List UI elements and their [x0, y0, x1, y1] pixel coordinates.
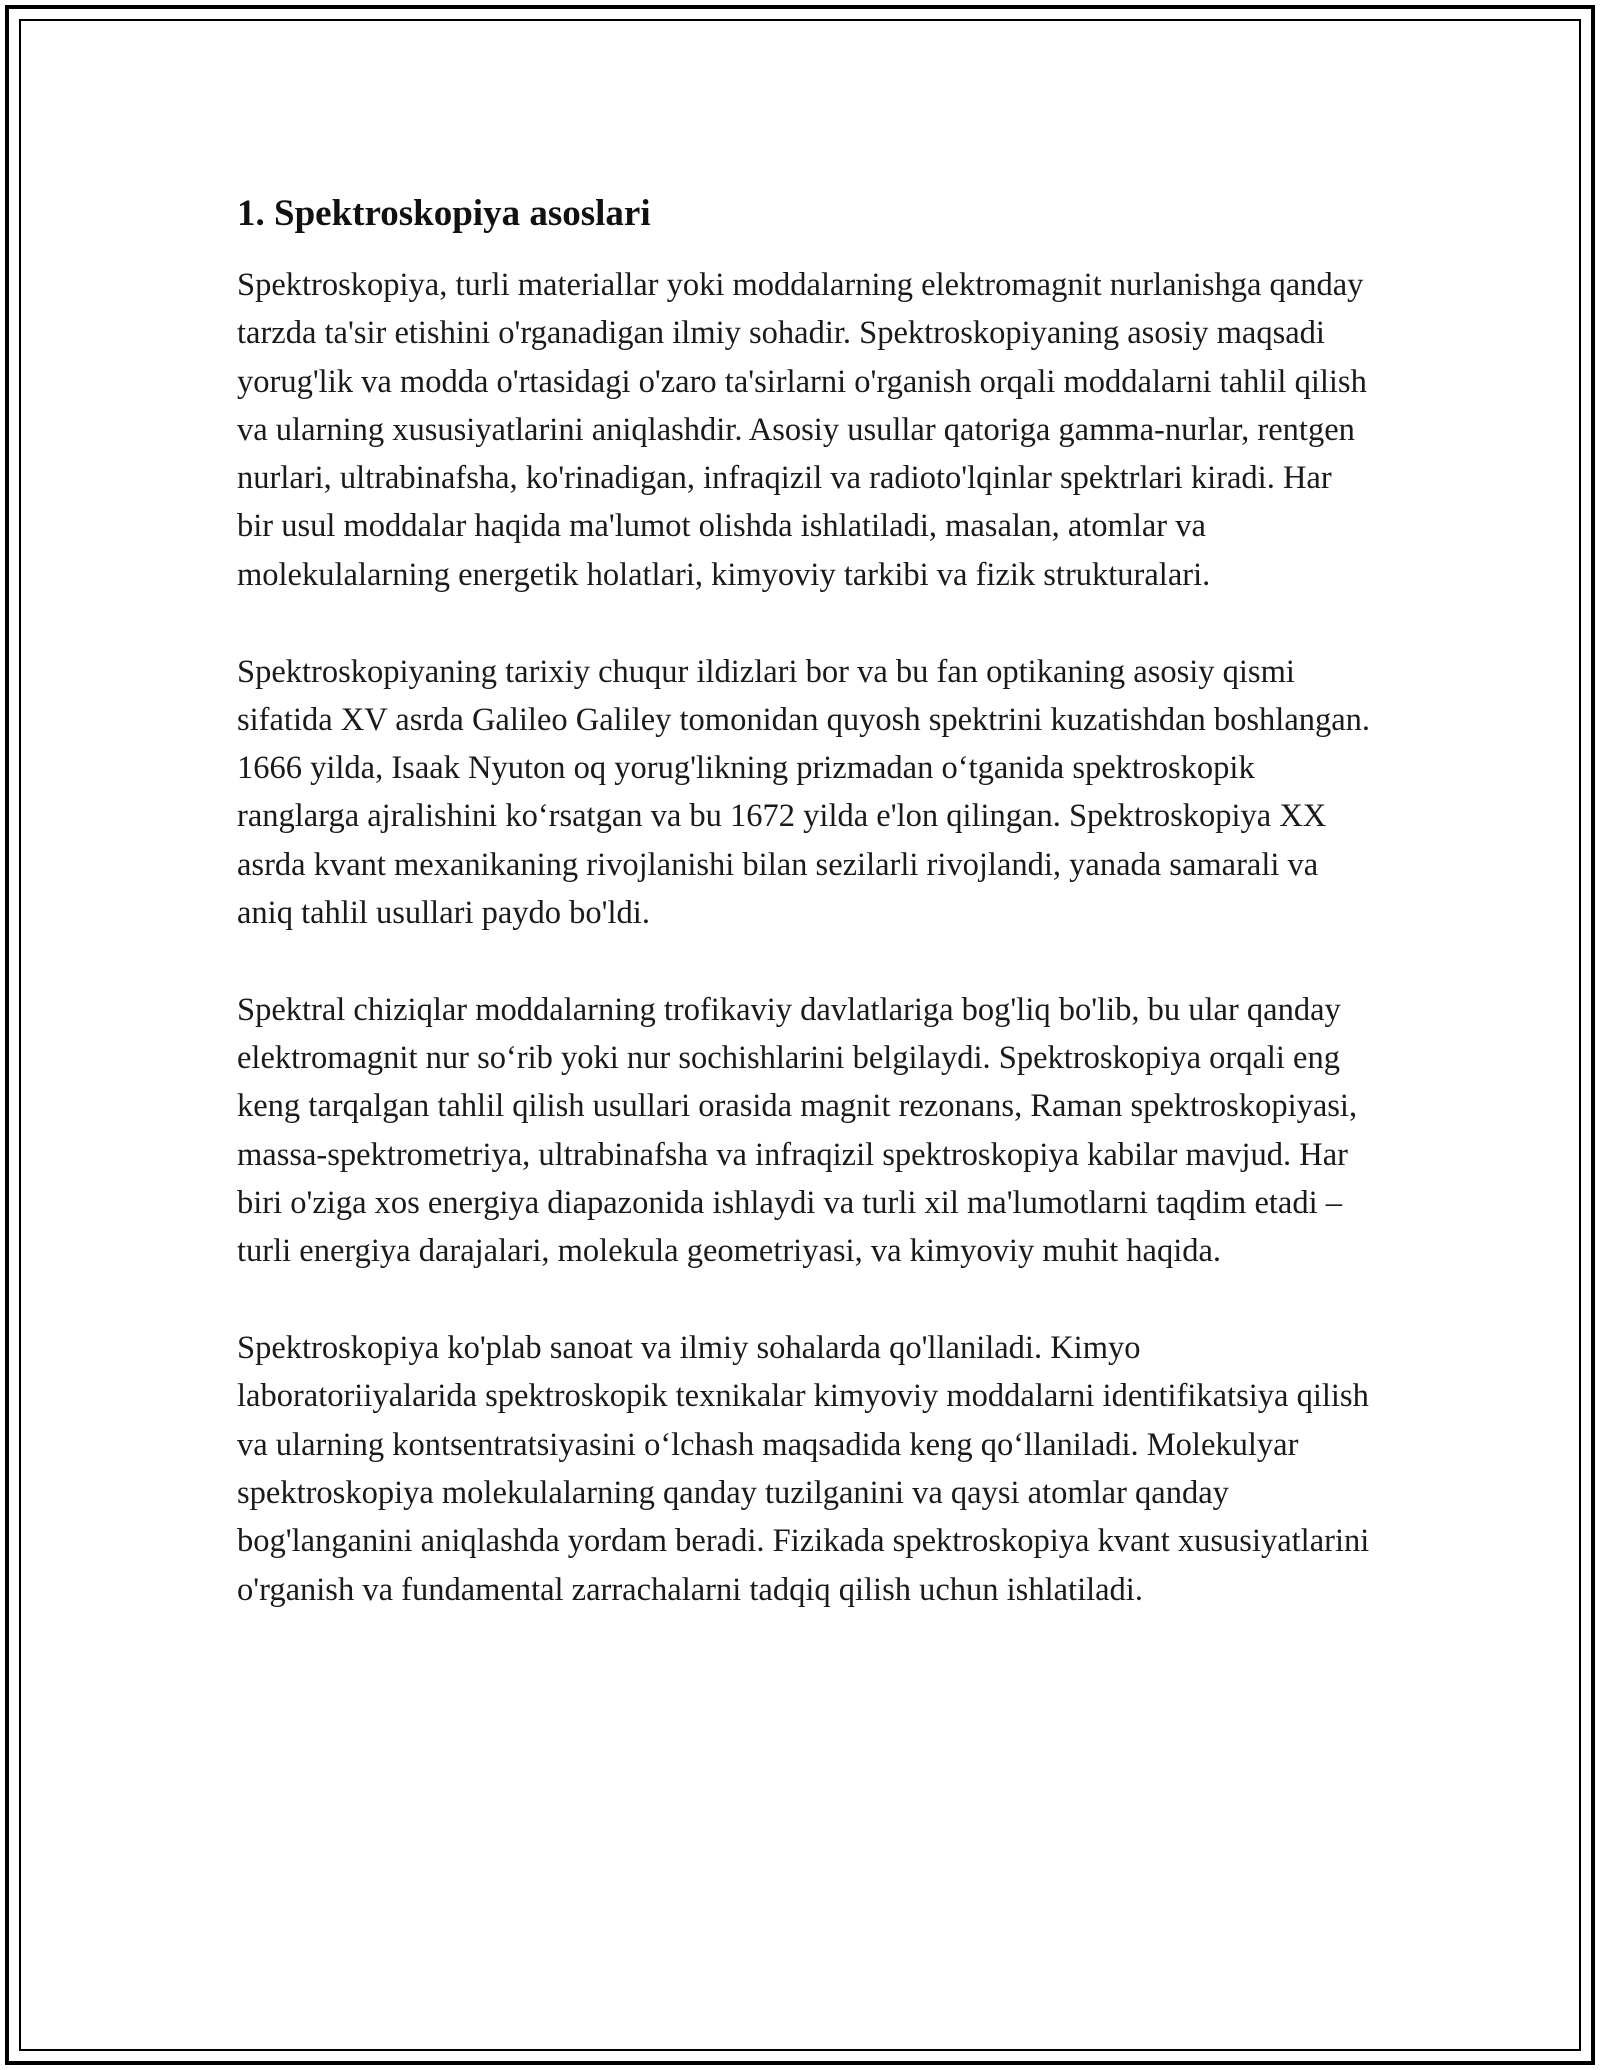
paragraph-3: Spektral chiziqlar moddalarning trofikaviy davlatlariga bog'liq bo'lib, bu ular qanday elektromagnit nur so‘rib yoki nur sochishlarini belgilaydi. Spektroskopiya orqali eng keng tarqalgan tahlil qilish usullari orasida magnit rezonans, Raman spektroskopiyasi, massa-spektrometriya, ultrabinafsha va infraqizil spektroskopiya kabilar mavjud. Har biri o'ziga xos energiya diapazonida ishlaydi va turli xil ma'lumotlarni taqdim etadi – turli energiya darajalari, molekula geometriyasi, va kimyoviy muhit haqida. [237, 991, 1358, 1270]
section-heading: 1. Spektroskopiya asoslari [237, 193, 651, 234]
paragraph-2: Spektroskopiyaning tarixiy chuqur ildizlari bor va bu fan optikaning asosiy qismi sifatida XV asrda Galileo Galiley tomonidan quyosh spektrini kuzatishdan boshlangan. 1666 yilda, Isaak Nyuton oq yorug'likning prizmadan o‘tganida spektroskopik ranglarga ajralishini ko‘rsatgan va bu 1672 yilda e'lon qilingan. Spektroskopiya XX asrda kvant mexanikaning rivojlanishi bilan sezilarli rivojlandi, yanada samarali va aniq tahlil usullari paydo bo'ldi. [237, 653, 1371, 932]
paragraph-1: Spektroskopiya, turli materiallar yoki moddalarning elektromagnit nurlanishga qanday tarzda ta'sir etishini o'rganadigan ilmiy sohadir. Spektroskopiyaning asosiy maqsadi yorug'lik va modda o'rtasidagi o'zaro ta'sirlarni o'rganish orqali moddalarni tahlil qilish va ularning xususiyatlarini aniqlashdir. Asosiy usullar qatoriga gamma-nurlar, rentgen nurlari, ultrabinafsha, ko'rinadigan, infraqizil va radioto'lqinlar spektrlari kiradi. Har bir usul moddalar haqida ma'lumot olishda ishlatiladi, masalan, atomlar va molekulalarning energetik holatlari, kimyoviy tarkibi va fizik strukturalari. [237, 267, 1367, 593]
document-body [237, 188, 1372, 1662]
paragraph-4: Spektroskopiya ko'plab sanoat va ilmiy sohalarda qo'llaniladi. Kimyo laboratoriiyalarida spektroskopik texnikalar kimyoviy moddalarni identifikatsiya qilish va ularning kontsentratsiyasini o‘lchash maqsadida keng qo‘llaniladi. Molekulyar spektroskopiya molekulalarning qanday tuzilganini va qaysi atomlar qanday bog'langanini aniqlashda yordam beradi. Fizikada spektroskopiya kvant xususiyatlarini o'rganish va fundamental zarrachalarni tadqiq qilish uchun ishlatiladi. [237, 1330, 1370, 1608]
